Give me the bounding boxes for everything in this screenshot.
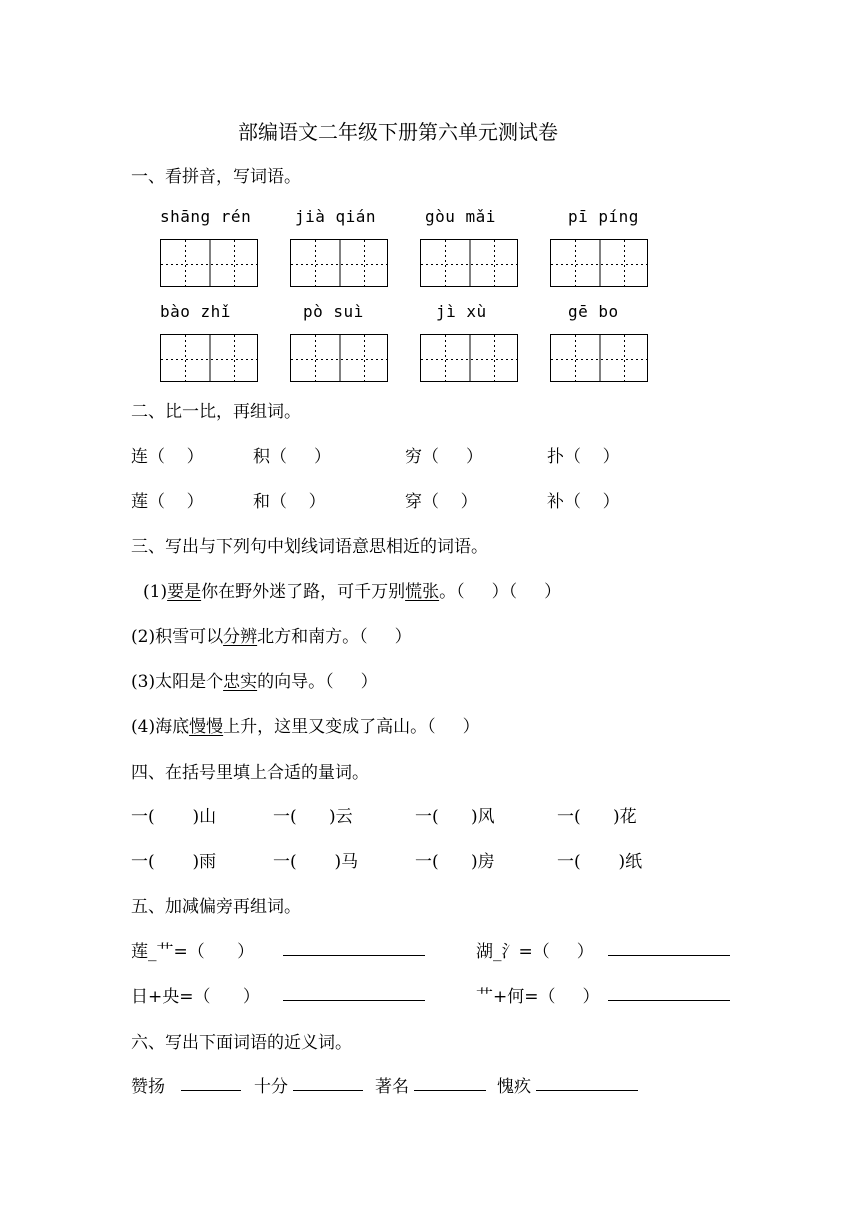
writing-grid-3[interactable] [420,239,518,287]
measure-item[interactable]: 一( )马 [273,852,359,872]
writing-grid-4[interactable] [550,239,648,287]
underlined-word: 忠实 [223,672,258,692]
synonym-word: 赞扬 [131,1077,165,1097]
sentence-2[interactable]: (2)积雪可以分辨北方和南方。（ ） [131,627,412,647]
answer-blank[interactable] [608,984,730,1001]
pinyin-5: bào zhǐ [160,302,231,321]
compare-item[interactable]: 连（ ） [131,447,204,467]
answer-blank[interactable] [181,1074,241,1091]
pinyin-6: pò suì [303,302,364,321]
answer-blank[interactable] [414,1074,486,1091]
pinyin-2: jià qián [295,207,377,226]
section-6-heading: 六、写出下面词语的近义词。 [131,1033,352,1053]
section-4-heading: 四、在括号里填上合适的量词。 [131,763,369,783]
writing-grid-6[interactable] [290,334,388,382]
measure-item[interactable]: 一( )山 [131,807,217,827]
measure-item[interactable]: 一( )纸 [557,852,643,872]
measure-item[interactable]: 一( )花 [557,807,637,827]
measure-item[interactable]: 一( )风 [415,807,495,827]
synonym-word: 十分 [254,1077,288,1097]
compare-item[interactable]: 扑（ ） [547,447,620,467]
synonym-word: 愧疚 [497,1077,531,1097]
radical-item[interactable]: 日+央=（ ） [131,987,260,1007]
writing-grid-2[interactable] [290,239,388,287]
answer-blank[interactable] [293,1074,363,1091]
writing-grid-7[interactable] [420,334,518,382]
compare-item[interactable]: 补（ ） [547,492,620,512]
pinyin-4: pī píng [568,207,639,226]
section-1-heading: 一、看拼音，写词语。 [131,167,301,187]
pinyin-1: shāng rén [160,207,252,226]
sentence-3[interactable]: (3)太阳是个忠实的向导。（ ） [131,672,378,692]
measure-item[interactable]: 一( )雨 [131,852,217,872]
compare-item[interactable]: 和（ ） [253,492,326,512]
pinyin-3: gòu mǎi [425,207,496,226]
sentence-4[interactable]: (4)海底慢慢上升，这里又变成了高山。（ ） [131,717,480,737]
section-5-heading: 五、加减偏旁再组词。 [131,897,301,917]
sentence-1[interactable]: (1)要是你在野外迷了路，可千万别慌张。（ ）（ ） [143,582,562,602]
answer-blank[interactable] [536,1074,638,1091]
compare-item[interactable]: 莲（ ） [131,492,204,512]
writing-grid-5[interactable] [160,334,258,382]
compare-item[interactable]: 穷（ ） [405,447,484,467]
measure-item[interactable]: 一( )房 [415,852,495,872]
answer-blank[interactable] [283,939,425,956]
page-title: 部编语文二年级下册第六单元测试卷 [238,120,558,144]
answer-blank[interactable] [283,984,425,1001]
radical-item[interactable]: 湖_氵=（ ） [476,942,594,962]
section-2-heading: 二、比一比，再组词。 [131,402,301,422]
measure-item[interactable]: 一( )云 [273,807,353,827]
section-3-heading: 三、写出与下列句中划线词语意思相近的词语。 [131,537,488,557]
compare-item[interactable]: 穿（ ） [405,492,478,512]
writing-grid-1[interactable] [160,239,258,287]
underlined-word: 要是 [167,582,202,602]
radical-item[interactable]: 莲_艹=（ ） [131,942,255,962]
synonym-word: 著名 [375,1077,409,1097]
underlined-word: 慢慢 [189,717,224,737]
radical-item[interactable]: 艹+何=（ ） [476,987,600,1007]
pinyin-8: gē bo [568,302,619,321]
underlined-word: 分辨 [223,627,258,647]
underlined-word: 慌张 [405,582,440,602]
answer-blank[interactable] [608,939,730,956]
compare-item[interactable]: 积（ ） [253,447,332,467]
writing-grid-8[interactable] [550,334,648,382]
pinyin-7: jì xù [436,302,487,321]
